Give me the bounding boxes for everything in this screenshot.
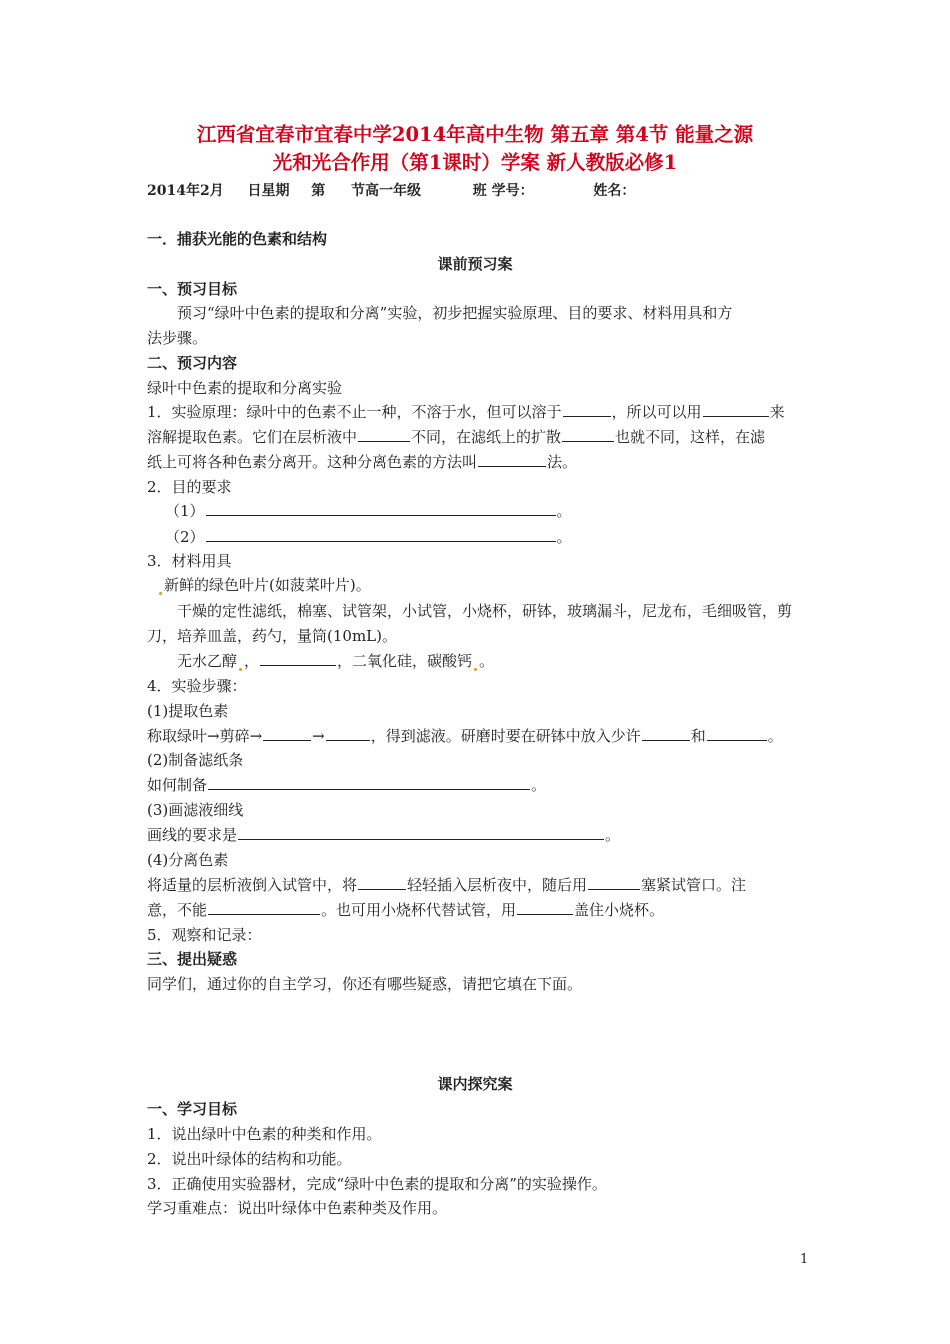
text: 不同，在滤纸上的扩散 <box>411 428 562 446</box>
step3-heading: (3)画滤液细线 <box>147 801 244 819</box>
mark-dot <box>159 592 162 595</box>
text: 来 <box>769 403 785 421</box>
blank <box>358 875 406 890</box>
blank <box>238 825 604 840</box>
text: 如何制备 <box>147 776 208 794</box>
text: 法。 <box>547 453 578 471</box>
text: 。 <box>605 826 621 844</box>
page-number: 1 <box>800 1252 809 1267</box>
step4-heading: (4)分离色素 <box>147 851 229 869</box>
step3-text <box>147 825 620 845</box>
text: 纸上可将各种色素分离开。这种分离色素的方法叫 <box>147 453 478 471</box>
in-goal-1: 1．说出绿叶中色素的种类和作用。 <box>147 1125 382 1143</box>
info-line <box>147 181 635 201</box>
text: 。 <box>767 727 783 745</box>
pre-p1a: 预习“绿叶中色素的提取和分离”实验，初步把握实验原理、目的要求、材料用具和方 <box>177 304 733 322</box>
step2-text <box>147 775 546 795</box>
blank <box>517 900 573 915</box>
principle-line2 <box>147 427 765 447</box>
blank <box>562 427 614 442</box>
text: 。 <box>556 502 572 520</box>
in-focus: 学习重难点：说出叶绿体中色素种类及作用。 <box>147 1199 448 1217</box>
goal-heading: 2．目的要求 <box>147 478 232 496</box>
text: 。 <box>479 652 495 670</box>
pre-h2: 二、预习内容 <box>147 354 238 372</box>
text: 1．实验原理：绿叶中的色素不止一种，不溶于水，但可以溶于 <box>147 403 562 421</box>
text: ， <box>244 652 260 670</box>
info-period: 第 <box>311 183 326 199</box>
text: 和 <box>690 727 706 745</box>
text: 。 <box>531 776 547 794</box>
blank <box>588 875 640 890</box>
experiment-name: 绿叶中色素的提取和分离实验 <box>147 379 343 397</box>
materials-1 <box>157 575 371 595</box>
text: 塞紧试管口。注 <box>641 876 747 894</box>
mark-dot <box>474 668 477 671</box>
blank <box>563 402 611 417</box>
blank <box>358 427 410 442</box>
text: 无水乙醇 <box>177 652 238 670</box>
text: （1） <box>165 502 205 520</box>
blank <box>703 402 769 417</box>
text: 盖住小烧杯。 <box>574 901 665 919</box>
principle-line1 <box>147 402 785 422</box>
blank <box>263 726 311 741</box>
questions-text: 同学们，通过你的自主学习，你还有哪些疑惑，请把它填在下面。 <box>147 975 583 993</box>
materials-3 <box>177 651 494 671</box>
blank <box>208 900 320 915</box>
goal-2 <box>165 527 572 547</box>
info-jie: 节高一年级 <box>350 183 421 199</box>
text: 轻轻插入层析夜中，随后用 <box>407 876 588 894</box>
pre-p1b: 法步骤。 <box>147 329 208 347</box>
goal-1 <box>165 501 572 521</box>
blank <box>707 726 767 741</box>
materials-2b: 刀，培养皿盖，药勺，量筒(10mL)。 <box>147 627 397 645</box>
step1-heading: (1)提取色素 <box>147 702 229 720</box>
pre-h3: 三、提出疑惑 <box>147 950 238 968</box>
blank <box>478 452 546 467</box>
text: 将适量的层析液倒入试管中，将 <box>147 876 358 894</box>
info-weekday: 日星期 <box>247 183 290 199</box>
text: 称取绿叶→剪碎→ <box>147 727 263 745</box>
mark-dot <box>239 668 242 671</box>
materials-heading: 3．材料用具 <box>147 552 232 570</box>
step2-heading: (2)制备滤纸条 <box>147 751 244 769</box>
text: 。也可用小烧杯代替试管，用 <box>321 901 517 919</box>
text: → <box>312 727 325 745</box>
blank <box>206 501 556 516</box>
in-class-heading: 课内探究案 <box>437 1075 513 1093</box>
blank <box>642 726 690 741</box>
in-goal-2: 2．说出叶绿体的结构和功能。 <box>147 1150 352 1168</box>
pre-class-heading: 课前预习案 <box>437 255 513 273</box>
info-class: 班 学号： <box>472 183 534 199</box>
blank <box>208 775 530 790</box>
text: 意，不能 <box>147 901 208 919</box>
materials-2a: 干燥的定性滤纸，棉塞、试管架，小试管，小烧杯，研钵，玻璃漏斗，尼龙布，毛细吸管，剪 <box>177 602 793 620</box>
text: 溶解提取色素。它们在层析液中 <box>147 428 358 446</box>
info-name: 姓名： <box>593 183 636 199</box>
text: 新鲜的绿色叶片(如菠菜叶片)。 <box>164 576 371 594</box>
in-goal-3: 3．正确使用实验器材，完成“绿叶中色素的提取和分离”的实验操作。 <box>147 1175 607 1193</box>
text: ，所以可以用 <box>611 403 702 421</box>
steps-heading: 4．实验步骤： <box>147 677 247 695</box>
observe-heading: 5．观察和记录： <box>147 926 262 944</box>
step4-line2 <box>147 900 664 920</box>
text: 。 <box>556 528 572 546</box>
info-date: 2014年2月 <box>147 183 224 199</box>
text: ，得到滤液。研磨时要在研钵中放入少许 <box>370 727 641 745</box>
text: 画线的要求是 <box>147 826 238 844</box>
blank <box>326 726 370 741</box>
text: ，二氧化硅，碳酸钙 <box>337 652 473 670</box>
principle-line3 <box>147 452 577 472</box>
text: （2） <box>165 528 205 546</box>
blank <box>260 651 336 666</box>
step4-line1 <box>147 875 746 895</box>
blank <box>206 527 556 542</box>
document-title-line1: 江西省宜春市宜春中学2014年高中生物 第五章 第4节 能量之源 <box>196 123 754 146</box>
section-main-heading: 一．捕获光能的色素和结构 <box>147 230 328 248</box>
in-h1: 一、学习目标 <box>147 1100 238 1118</box>
step1-text <box>147 726 783 746</box>
pre-h1: 一、预习目标 <box>147 280 238 298</box>
document-title-line2: 光和光合作用（第1课时）学案 新人教版必修1 <box>272 151 678 174</box>
text: 也就不同，这样，在滤 <box>615 428 766 446</box>
